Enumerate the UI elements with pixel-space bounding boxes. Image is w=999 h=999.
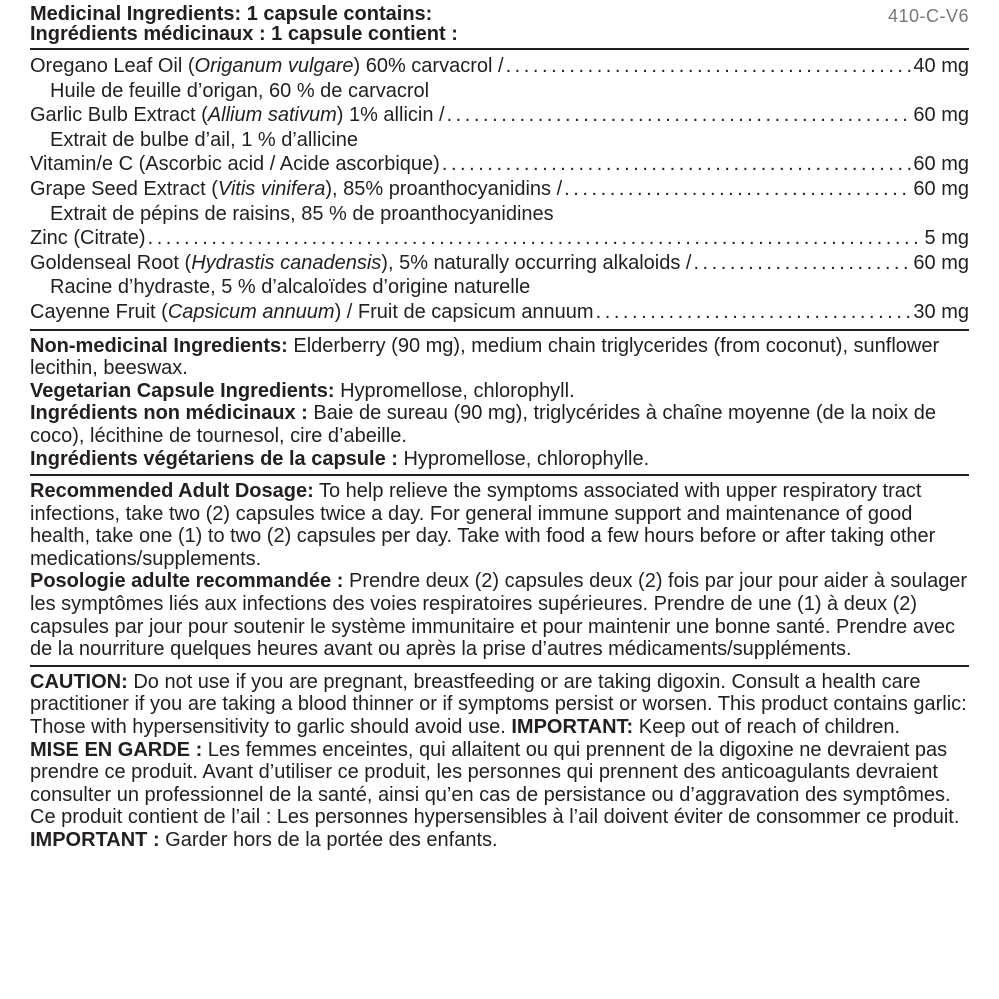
caution-en: CAUTION: Do not use if you are pregnant, breastfeeding or are taking digoxin. Consult a health care practitioner if you are taking a blood thinner or if symptoms persist or worsen. This product contains garlic: Those with hypersensitivity to garlic should avoid use. IMPORTANT: Keep out of reach of children. <box>30 670 967 739</box>
leader-dots <box>447 103 912 128</box>
ingredients-header <box>30 4 969 44</box>
dosage-en: Recommended Adult Dosage: To help relieve the symptoms associated with upper respiratory tract infections, take two (2) capsules twice a day. For general immune support and maintenance of good health, take one (1) to two (2) capsules per day. Take with food a few hours before or after taking other medications/supplements. <box>30 480 936 570</box>
nonmed-en: Non-medicinal Ingredients: Elderberry (90 mg), medium chain triglycerides (from coconut), sunflower lecithin, beeswax. <box>30 334 940 380</box>
veg-capsule-en: Vegetarian Capsule Ingredients: Hypromellose, chlorophyll. <box>30 379 575 402</box>
caution-section <box>30 671 969 852</box>
ingredient-row: Oregano Leaf Oil (Origanum vulgare) 60% carvacrol / . . . 40 mg <box>30 54 969 79</box>
ingredient-list <box>30 54 969 325</box>
product-code: 410-C-V6 <box>887 6 969 26</box>
ingredient-amount: 40 mg <box>913 55 969 77</box>
divider <box>30 665 969 667</box>
leader-dots <box>148 226 923 251</box>
veg-capsule-fr: Ingrédients végétariens de la capsule : Hypromellose, chlorophylle. <box>30 447 650 470</box>
ingredient-row: Grape Seed Extract (Vitis vinifera), 85% proanthocyanidins / . . . 60 mg <box>30 177 969 202</box>
ingredient-row: Garlic Bulb Extract (Allium sativum) 1% allicin / . . . 60 mg <box>30 103 969 128</box>
divider <box>30 329 969 331</box>
ingredient-amount: 60 mg <box>913 104 969 127</box>
divider <box>30 48 969 50</box>
ingredient-french-name: Huile de feuille d’origan, 60 % de carvacrol <box>50 79 430 102</box>
ingredient-amount: 60 mg <box>913 153 969 176</box>
divider <box>30 474 969 476</box>
ingredient-amount: 5 mg <box>924 227 969 250</box>
leader-dots <box>442 152 912 177</box>
leader-dots <box>564 177 911 202</box>
leader-dots <box>693 251 911 276</box>
header-en: Medicinal Ingredients: 1 capsule contains: <box>30 3 433 25</box>
header-fr: Ingrédients médicinaux : 1 capsule contient : <box>30 23 458 45</box>
ingredient-amount: 60 mg <box>913 251 969 274</box>
leader-dots <box>596 300 912 325</box>
nonmedicinal-section <box>30 335 969 471</box>
ingredient-french-name: Racine d’hydraste, 5 % d’alcaloïdes d’origine naturelle <box>50 276 531 299</box>
ingredient-row: Vitamin/e C (Ascorbic acid / Acide ascorbique) . . . 60 mg <box>30 152 969 177</box>
dosage-section <box>30 480 969 661</box>
ingredient-row: Zinc (Citrate) . . . 5 mg <box>30 226 969 251</box>
ingredient-row: Cayenne Fruit (Capsicum annuum) / Fruit de capsicum annuum . . . 30 mg <box>30 300 969 325</box>
important-fr: IMPORTANT : Garder hors de la portée des enfants. <box>30 829 498 851</box>
ingredient-french-name: Extrait de bulbe d’ail, 1 % d’allicine <box>50 128 358 151</box>
ingredient-amount: 30 mg <box>913 300 969 323</box>
dosage-fr: Posologie adulte recommandée : Prendre deux (2) capsules deux (2) fois par jour pour aider à soulager les symptômes liés aux infections des voies respiratoires supérieures. Prendre de une (1) à deux (2) capsules par jour pour soutenir le système immunitaire et pour maintenir une bonne santé. Prendre avec de la nourriture quelques heures avant ou après la prise d’autres médicaments/suppléments. <box>30 570 968 661</box>
nonmed-fr: Ingrédients non médicinaux : Baie de sureau (90 mg), triglycérides à chaîne moyenne (de la noix de coco), lécithine de tournesol, cire d’abeille. <box>30 402 936 447</box>
ingredient-french-name: Extrait de pépins de raisins, 85 % de proanthocyanidines <box>50 202 554 225</box>
leader-dots <box>506 54 912 79</box>
caution-fr: MISE EN GARDE : Les femmes enceintes, qui allaitent ou qui prennent de la digoxine ne devraient pas prendre ce produit. Avant d’utiliser ce produit, les personnes qui prennent des anticoagulants devraient consulter un professionnel de la santé, ainsi qu’en cas de persistance ou d’aggravation des symptômes. Ce produit contient de l’ail : Les personnes hypersensibles à l’ail doivent éviter de consommer ce produit. <box>30 738 960 829</box>
ingredient-row: Goldenseal Root (Hydrastis canadensis), 5% naturally occurring alkaloids / . . . 60 mg <box>30 251 969 276</box>
ingredient-amount: 60 mg <box>913 177 969 200</box>
